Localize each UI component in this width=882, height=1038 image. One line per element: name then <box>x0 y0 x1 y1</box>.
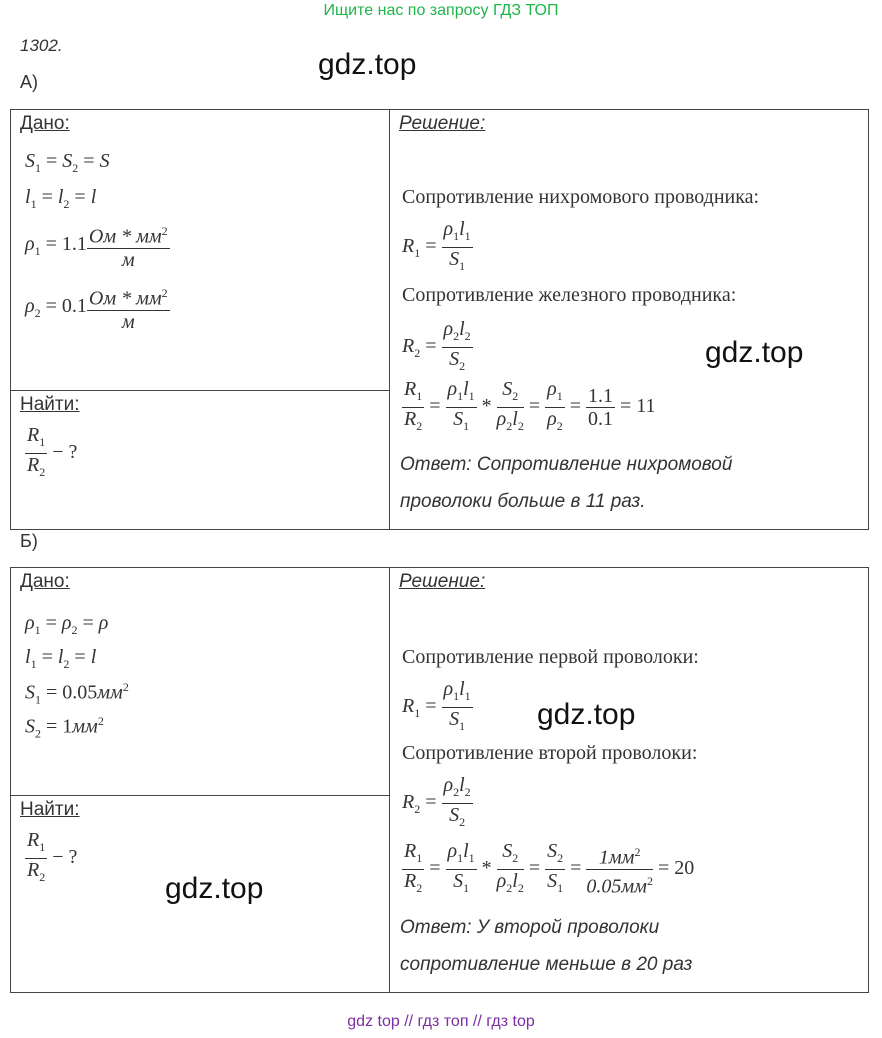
unit-den: м <box>121 248 135 271</box>
find-header-a: Найти: <box>20 394 80 415</box>
rho2-value: 0.1 <box>61 294 87 317</box>
solution-cell-a <box>390 110 869 530</box>
problem-number: 1302. <box>20 36 63 55</box>
formula-r2-a: $R_2$ = $\frac{\rho_2l_2}{S_2}$ <box>402 318 471 373</box>
given-rho2: $\rho_2 = 0.1$ $\frac{Ом * мм^2}{м}$ <box>25 282 170 333</box>
answer-a <box>400 446 732 520</box>
given-l-equal: $l_1 = l_2 = l$ <box>25 186 97 211</box>
ratio-den-a: 0.1 <box>588 408 614 430</box>
solution-line2-b: Сопротивление второй проволоки: <box>402 742 698 764</box>
solution-cell-b <box>390 568 869 993</box>
formula-ratio-a: $\frac{R_1}{R_2}$ = $\frac{\rho_1l_1}{S_1}$ * $\frac{S_2}{\rho_2l_2}$ = $\frac{\rho_1}{\rho_2}$ = $\frac{1.1}{0.1}$ = 11 <box>404 378 656 433</box>
answer-line1-a: Ответ: Сопротивление нихромовой <box>400 454 733 475</box>
unit: мм <box>97 681 123 704</box>
given-header-b: Дано: <box>20 571 70 592</box>
unit-num: Ом * мм <box>88 287 162 310</box>
part-a-label: А) <box>20 72 38 92</box>
find-ratio-b: $\frac{R_1}{R_2}$ − ? <box>27 829 78 884</box>
given-cell-a <box>11 110 390 391</box>
rho1-value: 1.1 <box>61 232 87 255</box>
formula-r1-a: $R_1$ = $\frac{\rho_1l_1}{S_1}$ <box>402 218 471 273</box>
given-s1-b: $S_1 = 0.05мм^2$ <box>25 680 129 707</box>
answer-line1-b: Ответ: У второй проволоки <box>400 917 660 938</box>
footer-links[interactable]: gdz top // гдз топ // гдз top <box>347 1013 535 1030</box>
given-cell-b <box>11 568 390 796</box>
given-rho-equal: $\rho_1 = \rho_2 = \rho$ <box>25 612 109 637</box>
formula-ratio-b: $\frac{R_1}{R_2}$ = $\frac{\rho_1l_1}{S_1}$ * $\frac{S_2}{\rho_2l_2}$ = $\frac{S_2}{S_1}$ = $\frac{1мм^2}{0.05мм^2}$ = 20 <box>404 840 695 898</box>
s1-value: 0.05 <box>62 681 98 704</box>
ratio-result-a: 11 <box>636 395 656 418</box>
find-ratio-a: $\frac{R_1}{R_2}$ − ? <box>27 424 78 479</box>
part-b-table <box>10 567 869 993</box>
watermark: gdz.top <box>165 872 264 905</box>
unit: мм <box>72 715 98 738</box>
solution-line1-a: Сопротивление нихромового проводника: <box>402 186 760 208</box>
solution-header-a: Решение: <box>399 113 486 134</box>
ratio-num-b: 1мм <box>598 847 635 869</box>
solution-line1-b: Сопротивление первой проволоки: <box>402 646 699 668</box>
ratio-den-b: 0.05мм <box>586 875 647 898</box>
solution-header-b: Решение: <box>399 571 486 592</box>
ratio-result-b: 20 <box>674 857 695 880</box>
given-l-equal-b: $l_1 = l_2 = l$ <box>25 646 97 671</box>
answer-line2-a: проволоки больше в 11 раз. <box>400 491 646 512</box>
s2-value: 1 <box>62 715 73 738</box>
answer-line2-b: сопротивление меньше в 20 раз <box>400 954 693 975</box>
watermark: gdz.top <box>318 48 417 81</box>
ratio-num-a: 1.1 <box>588 385 614 407</box>
find-header-b: Найти: <box>20 799 80 820</box>
answer-b <box>400 909 692 983</box>
unit-num: Ом * мм <box>88 225 162 248</box>
given-header-a: Дано: <box>20 113 70 134</box>
formula-r1-b: $R_1$ = $\frac{\rho_1l_1}{S_1}$ <box>402 678 471 733</box>
part-b-label: Б) <box>20 531 38 551</box>
find-cell-b <box>11 796 390 993</box>
solution-line2-a: Сопротивление железного проводника: <box>402 284 737 306</box>
given-rho1: $\rho_1 = 1.1$ $\frac{Ом * мм^2}{м}$ <box>25 220 170 271</box>
formula-r2-b: $R_2$ = $\frac{\rho_2l_2}{S_2}$ <box>402 774 471 829</box>
unit-den: м <box>121 310 135 333</box>
given-s-equal: $S_1 = S_2 = S$ <box>25 150 110 175</box>
search-banner: Ищите нас по запросу ГДЗ ТОП <box>323 2 559 19</box>
find-cell-a <box>11 391 390 530</box>
given-s2-b: $S_2 = 1мм^2$ <box>25 714 104 741</box>
part-a-table <box>10 109 869 530</box>
watermark: gdz.top <box>705 336 804 369</box>
watermark: gdz.top <box>537 698 636 731</box>
